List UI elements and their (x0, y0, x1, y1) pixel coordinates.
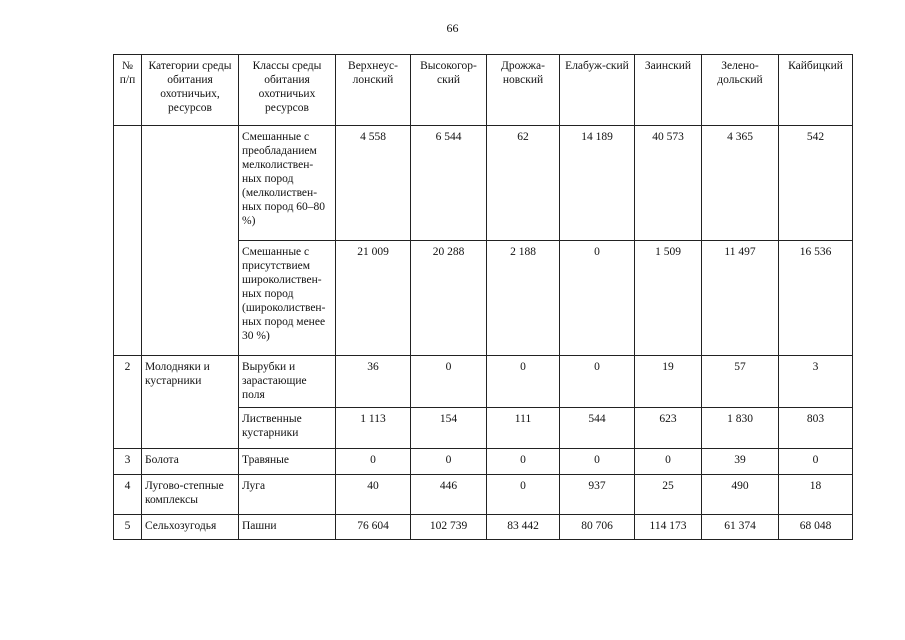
habitat-table (113, 54, 853, 540)
row-value: 40 (336, 475, 411, 515)
header-num: № п/п (114, 55, 142, 126)
header-district: Дрожжа-новский (487, 55, 560, 126)
row-class: Вырубки и зарастающие поля (239, 356, 336, 408)
row-value: 0 (779, 449, 853, 475)
row-num: 2 (114, 356, 142, 449)
header-category: Категории среды обитания охотничьих, ресурсов (142, 55, 239, 126)
row-value: 114 173 (635, 515, 702, 540)
row-value: 111 (487, 408, 560, 449)
row-value: 542 (779, 126, 853, 241)
row-value: 76 604 (336, 515, 411, 540)
row-value: 11 497 (702, 241, 779, 356)
table-row (114, 449, 853, 475)
row-value: 3 (779, 356, 853, 408)
row-class: Пашни (239, 515, 336, 540)
row-class: Смешанные с присутствием широколиствен-ных пород (широколиствен-ных пород менее 30 %) (239, 241, 336, 356)
table-row (114, 475, 853, 515)
row-category: Сельхозугодья (142, 515, 239, 540)
row-value: 937 (560, 475, 635, 515)
row-value: 57 (702, 356, 779, 408)
row-category: Молодняки и кустарники (142, 356, 239, 449)
row-value: 2 188 (487, 241, 560, 356)
row-value: 1 509 (635, 241, 702, 356)
header-class: Классы среды обитания охотничьих ресурсов (239, 55, 336, 126)
row-value: 68 048 (779, 515, 853, 540)
row-value: 0 (487, 475, 560, 515)
header-district: Зелено-дольский (702, 55, 779, 126)
row-category: Болота (142, 449, 239, 475)
row-value: 20 288 (411, 241, 487, 356)
header-district: Елабуж-ский (560, 55, 635, 126)
row-value: 1 113 (336, 408, 411, 449)
header-district: Верхнеус-лонский (336, 55, 411, 126)
row-num: 3 (114, 449, 142, 475)
row-value: 16 536 (779, 241, 853, 356)
row-num: 4 (114, 475, 142, 515)
row-value: 490 (702, 475, 779, 515)
row-value: 623 (635, 408, 702, 449)
row-category: Лугово-степные комплексы (142, 475, 239, 515)
row-value: 446 (411, 475, 487, 515)
row-class: Лиственные кустарники (239, 408, 336, 449)
row-class: Смешанные с преобладанием мелколиствен-ных пород (мелколиствен-ных пород 60–80 %) (239, 126, 336, 241)
row-value: 154 (411, 408, 487, 449)
row-value: 61 374 (702, 515, 779, 540)
row-value: 0 (336, 449, 411, 475)
row-num: 5 (114, 515, 142, 540)
header-row (114, 55, 853, 126)
row-value: 0 (560, 449, 635, 475)
row-value: 19 (635, 356, 702, 408)
row-num (114, 126, 142, 356)
row-value: 83 442 (487, 515, 560, 540)
row-value: 0 (560, 241, 635, 356)
table-row (114, 515, 853, 540)
row-value: 544 (560, 408, 635, 449)
row-value: 0 (487, 449, 560, 475)
row-value: 4 365 (702, 126, 779, 241)
header-district: Высокогор-ский (411, 55, 487, 126)
row-value: 4 558 (336, 126, 411, 241)
row-value: 0 (411, 356, 487, 408)
row-class: Луга (239, 475, 336, 515)
page-number: 66 (446, 21, 459, 35)
row-value: 39 (702, 449, 779, 475)
table-row (114, 126, 853, 241)
row-value: 1 830 (702, 408, 779, 449)
row-value: 803 (779, 408, 853, 449)
row-value: 0 (411, 449, 487, 475)
row-value: 6 544 (411, 126, 487, 241)
row-value: 18 (779, 475, 853, 515)
row-value: 0 (560, 356, 635, 408)
row-value: 25 (635, 475, 702, 515)
row-value: 102 739 (411, 515, 487, 540)
header-district: Кайбицкий (779, 55, 853, 126)
row-category (142, 126, 239, 356)
row-value: 80 706 (560, 515, 635, 540)
row-value: 14 189 (560, 126, 635, 241)
row-class: Травяные (239, 449, 336, 475)
row-value: 62 (487, 126, 560, 241)
row-value: 0 (635, 449, 702, 475)
row-value: 36 (336, 356, 411, 408)
row-value: 0 (487, 356, 560, 408)
header-district: Заинский (635, 55, 702, 126)
row-value: 40 573 (635, 126, 702, 241)
row-value: 21 009 (336, 241, 411, 356)
table-row (114, 356, 853, 408)
